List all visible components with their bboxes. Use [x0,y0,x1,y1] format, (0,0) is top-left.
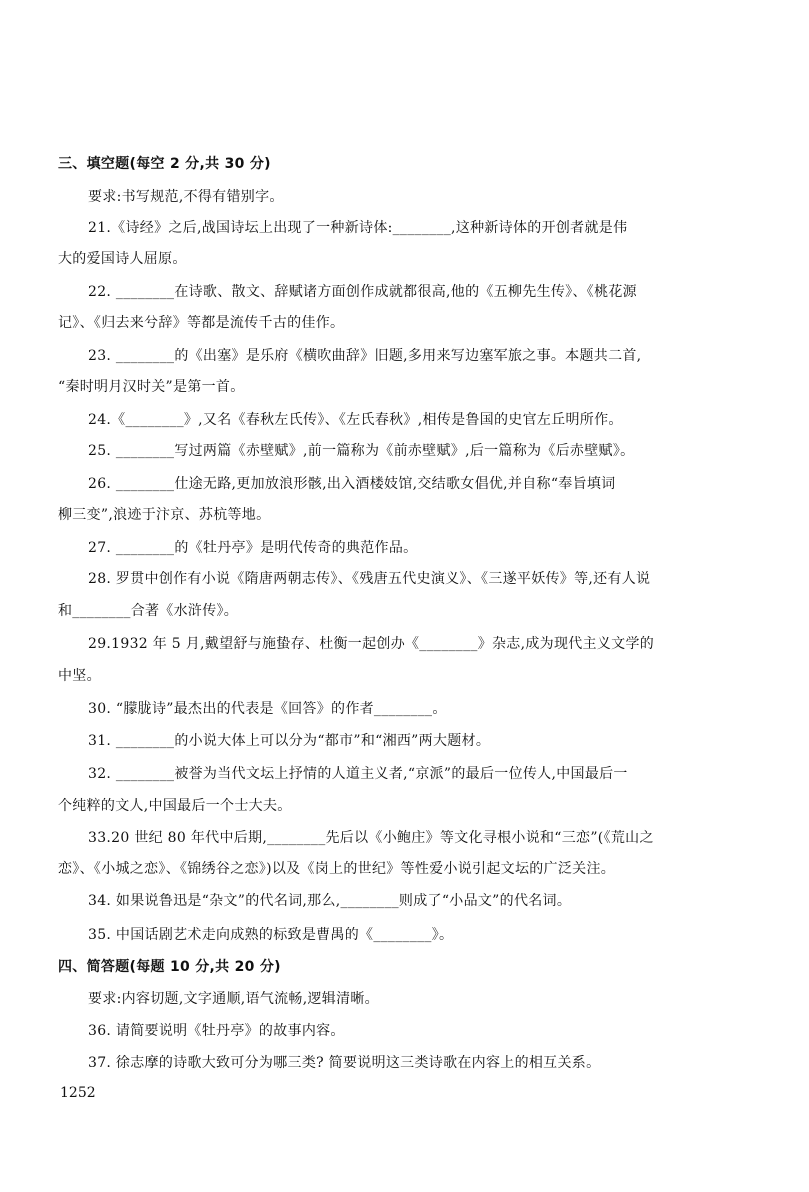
question-29-line2: 中坚。 [58,668,101,684]
question-32-line2: 个纯粹的文人,中国最后一个士大夫。 [58,798,292,814]
question-22-line1: 22. ________在诗歌、散文、辞赋诸方面创作成就都很高,他的《五柳先生传》、《桃花源 [88,284,637,300]
question-21-line2: 大的爱国诗人屈原。 [58,251,187,267]
question-30: 30. “朦胧诗”最杰出的代表是《回答》的作者________。 [88,701,447,717]
question-33-line2: 恋》、《小城之恋》、《锦绣谷之恋》)以及《岗上的世纪》等性爱小说引起文坛的广泛关注。 [58,861,616,877]
question-33-line1: 33.20 世纪 80 年代中后期,________先后以《小鲍庄》等文化寻根小说和“三恋”(《荒山之 [88,830,654,846]
question-31: 31. ________的小说大体上可以分为“都市”和“湘西”两大题材。 [88,733,491,749]
question-27: 27. ________的《牡丹亭》是明代传奇的典范作品。 [88,540,418,556]
question-29-line1: 29.1932 年 5 月,戴望舒与施蛰存、杜衡一起创办《________》杂志,成为现代主义文学的 [88,636,655,652]
question-35: 35. 中国话剧艺术走向成熟的标致是曹禺的《________》。 [88,927,454,943]
question-26-line2: 柳三变”,浪迹于汴京、苏杭等地。 [58,507,271,523]
question-34: 34. 如果说鲁迅是“杂文”的代名词,那么,________则成了“小品文”的代名词。 [88,893,572,909]
question-22-line2: 记》、《归去来兮辞》等都是流传千古的佳作。 [58,315,345,331]
question-28-line1: 28. 罗贯中创作有小说《隋唐两朝志传》、《残唐五代史演义》、《三遂平妖传》等,还有人说 [88,571,651,587]
question-32-line1: 32. ________被誉为当代文坛上抒情的人道主义者,“京派”的最后一位传人,中国最后一 [88,766,628,782]
section4-heading: 四、简答题(每题 10 分,共 20 分) [58,959,281,975]
question-25: 25. ________写过两篇《赤壁赋》,前一篇称为《前赤壁赋》,后一篇称为《后赤壁赋》。 [88,443,635,459]
question-24: 24.《________》,又名《春秋左氏传》、《左氏春秋》,相传是鲁国的史官左丘明所作。 [88,412,623,428]
question-36: 36. 请简要说明《牡丹亭》的故事内容。 [88,1023,345,1039]
question-23-line1: 23. ________的《出塞》是乐府《横吹曲辞》旧题,多用来写边塞军旅之事。本题共二首, [88,348,642,364]
section4-requirement: 要求:内容切题,文字通顺,语气流畅,逻辑清晰。 [88,991,379,1007]
page-number: 1252 [60,1085,96,1101]
question-23-line2: “秦时明月汉时关”是第一首。 [58,379,245,395]
question-21-line1: 21.《诗经》之后,战国诗坛上出现了一种新诗体:________,这种新诗体的开创者就是伟 [88,220,628,236]
question-28-line2: 和________合著《水浒传》。 [58,603,239,619]
question-26-line1: 26. ________仕途无路,更加放浪形骸,出入酒楼妓馆,交结歌女倡优,并自称“奉旨填词 [88,476,616,492]
section3-requirement: 要求:书写规范,不得有错别字。 [88,189,284,205]
section3-heading: 三、填空题(每空 2 分,共 30 分) [58,156,271,172]
question-37: 37. 徐志摩的诗歌大致可分为哪三类? 简要说明这三类诗歌在内容上的相互关系。 [88,1055,601,1071]
